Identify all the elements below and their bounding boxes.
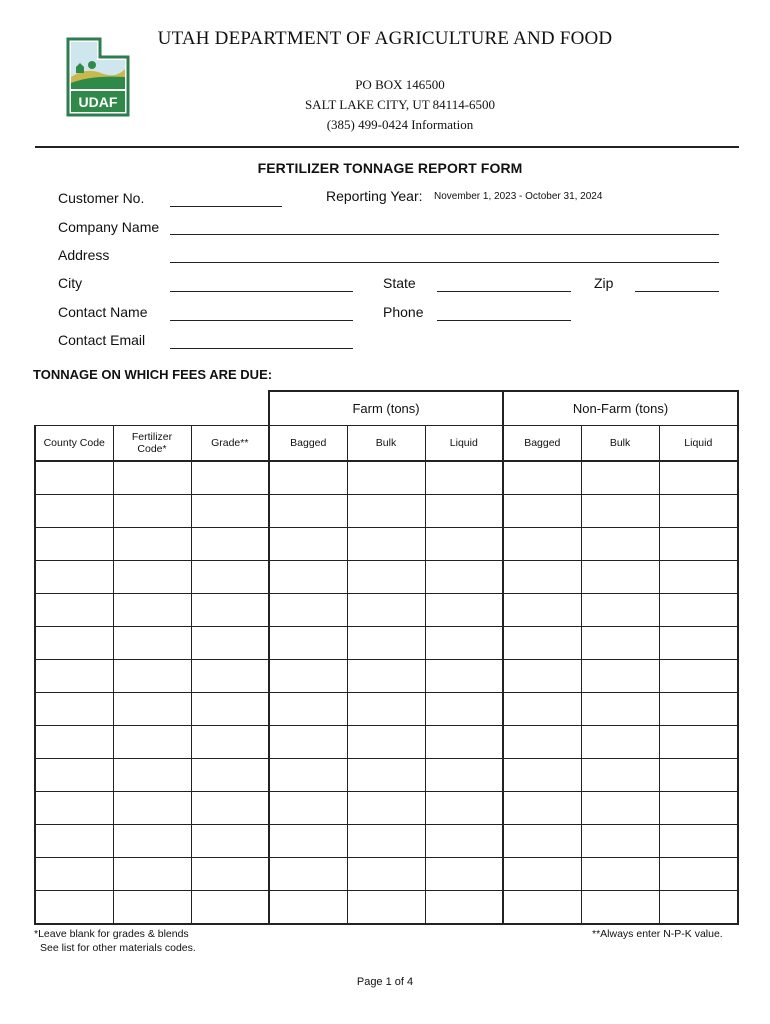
table-cell[interactable]	[191, 693, 269, 726]
table-row	[35, 594, 738, 627]
contact-name-field[interactable]	[170, 320, 353, 321]
table-cell[interactable]	[503, 858, 581, 891]
table-cell[interactable]	[347, 825, 425, 858]
table-cell[interactable]	[191, 726, 269, 759]
table-cell[interactable]	[35, 759, 113, 792]
table-cell[interactable]	[503, 495, 581, 528]
table-cell[interactable]	[581, 759, 659, 792]
table-cell[interactable]	[347, 891, 425, 925]
col-county-code: County Code	[35, 426, 113, 462]
table-cell[interactable]	[269, 495, 347, 528]
blank-group-header	[35, 391, 269, 426]
table-row	[35, 858, 738, 891]
table-row	[35, 726, 738, 759]
state-field[interactable]	[437, 291, 571, 292]
table-cell[interactable]	[191, 891, 269, 925]
table-cell[interactable]	[35, 825, 113, 858]
customer-no-field[interactable]	[170, 206, 282, 207]
table-cell[interactable]	[35, 461, 113, 495]
table-row	[35, 792, 738, 825]
table-cell[interactable]	[503, 627, 581, 660]
table-cell[interactable]	[425, 858, 503, 891]
table-cell[interactable]	[347, 461, 425, 495]
table-cell[interactable]	[503, 759, 581, 792]
col-farm-liquid: Liquid	[425, 426, 503, 462]
table-cell[interactable]	[581, 825, 659, 858]
table-cell[interactable]	[35, 792, 113, 825]
table-cell[interactable]	[581, 627, 659, 660]
table-cell[interactable]	[425, 891, 503, 925]
col-fertilizer-code: Fertilizer Code*	[113, 426, 191, 462]
table-cell[interactable]	[503, 660, 581, 693]
footnote-right: **Always enter N-P-K value.	[592, 928, 723, 940]
table-cell[interactable]	[113, 627, 191, 660]
contact-email-field[interactable]	[170, 348, 353, 349]
table-cell[interactable]	[113, 825, 191, 858]
table-cell[interactable]	[347, 759, 425, 792]
table-cell[interactable]	[269, 792, 347, 825]
table-cell[interactable]	[347, 792, 425, 825]
reporting-year-value: November 1, 2023 - October 31, 2024	[434, 191, 603, 202]
table-cell[interactable]	[503, 693, 581, 726]
table-cell[interactable]	[503, 891, 581, 925]
table-cell[interactable]	[191, 825, 269, 858]
table-cell[interactable]	[347, 627, 425, 660]
company-name-field[interactable]	[170, 234, 719, 235]
table-cell[interactable]	[581, 726, 659, 759]
table-row	[35, 660, 738, 693]
table-row	[35, 759, 738, 792]
org-name: UTAH DEPARTMENT OF AGRICULTURE AND FOOD	[157, 28, 613, 49]
table-cell[interactable]	[425, 792, 503, 825]
table-cell[interactable]	[191, 792, 269, 825]
address-line-2: SALT LAKE CITY, UT 84114-6500	[304, 97, 496, 112]
table-cell[interactable]	[191, 759, 269, 792]
table-cell[interactable]	[269, 594, 347, 627]
col-farm-bagged: Bagged	[269, 426, 347, 462]
table-cell[interactable]	[659, 891, 738, 925]
table-cell[interactable]	[581, 792, 659, 825]
table-cell[interactable]	[425, 759, 503, 792]
col-nonfarm-bagged: Bagged	[503, 426, 581, 462]
table-cell[interactable]	[659, 627, 738, 660]
table-cell[interactable]	[113, 792, 191, 825]
phone-label: Phone	[383, 304, 424, 320]
table-cell[interactable]	[581, 561, 659, 594]
contact-email-label: Contact Email	[58, 332, 146, 348]
table-row	[35, 627, 738, 660]
reporting-year-label: Reporting Year:	[326, 188, 423, 204]
phone-line: (385) 499-0424 Information	[326, 117, 474, 132]
table-cell[interactable]	[659, 495, 738, 528]
table-cell[interactable]	[113, 759, 191, 792]
table-cell[interactable]	[347, 660, 425, 693]
table-cell[interactable]	[269, 825, 347, 858]
table-cell[interactable]	[425, 495, 503, 528]
table-row	[35, 495, 738, 528]
table-cell[interactable]	[269, 726, 347, 759]
table-cell[interactable]	[503, 594, 581, 627]
zip-field[interactable]	[635, 291, 719, 292]
table-cell[interactable]	[425, 627, 503, 660]
col-grade: Grade**	[191, 426, 269, 462]
table-cell[interactable]	[191, 461, 269, 495]
table-cell[interactable]	[425, 561, 503, 594]
table-cell[interactable]	[347, 495, 425, 528]
table-cell[interactable]	[191, 561, 269, 594]
col-nonfarm-bulk: Bulk	[581, 426, 659, 462]
table-cell[interactable]	[425, 528, 503, 561]
table-cell[interactable]	[113, 693, 191, 726]
col-nonfarm-liquid: Liquid	[659, 426, 738, 462]
table-cell[interactable]	[191, 495, 269, 528]
table-cell[interactable]	[425, 693, 503, 726]
udaf-logo	[66, 37, 130, 117]
table-cell[interactable]	[503, 561, 581, 594]
table-row	[35, 461, 738, 495]
table-cell[interactable]	[269, 891, 347, 925]
footnote-left-1: *Leave blank for grades & blends	[34, 928, 189, 940]
nonfarm-group-header: Non-Farm (tons)	[503, 391, 738, 426]
table-cell[interactable]	[347, 594, 425, 627]
table-row	[35, 528, 738, 561]
table-cell[interactable]	[35, 660, 113, 693]
table-cell[interactable]	[191, 858, 269, 891]
tonnage-section-title: TONNAGE ON WHICH FEES ARE DUE:	[33, 367, 273, 382]
table-cell[interactable]	[659, 561, 738, 594]
table-cell[interactable]	[347, 726, 425, 759]
table-cell[interactable]	[659, 726, 738, 759]
table-cell[interactable]	[659, 858, 738, 891]
table-cell[interactable]	[425, 726, 503, 759]
address-line-1: PO BOX 146500	[355, 77, 445, 92]
farm-group-header: Farm (tons)	[269, 391, 503, 426]
tonnage-rows	[35, 461, 738, 924]
table-cell[interactable]	[35, 528, 113, 561]
city-field[interactable]	[170, 291, 353, 292]
table-cell[interactable]	[347, 528, 425, 561]
page-number: Page 1 of 4	[356, 976, 414, 988]
table-cell[interactable]	[269, 759, 347, 792]
table-cell[interactable]	[35, 693, 113, 726]
table-cell[interactable]	[659, 594, 738, 627]
table-row	[35, 693, 738, 726]
table-cell[interactable]	[113, 891, 191, 925]
table-cell[interactable]	[581, 528, 659, 561]
table-cell[interactable]	[35, 561, 113, 594]
table-cell[interactable]	[503, 528, 581, 561]
table-cell[interactable]	[113, 528, 191, 561]
table-cell[interactable]	[269, 461, 347, 495]
address-field[interactable]	[170, 262, 719, 263]
phone-field[interactable]	[437, 320, 571, 321]
table-cell[interactable]	[35, 495, 113, 528]
table-cell[interactable]	[425, 825, 503, 858]
table-cell[interactable]	[269, 528, 347, 561]
table-cell[interactable]	[269, 561, 347, 594]
table-cell[interactable]	[113, 495, 191, 528]
table-cell[interactable]	[113, 660, 191, 693]
table-cell[interactable]	[581, 693, 659, 726]
table-cell[interactable]	[503, 726, 581, 759]
table-cell[interactable]	[581, 660, 659, 693]
table-cell[interactable]	[347, 561, 425, 594]
table-cell[interactable]	[659, 528, 738, 561]
table-cell[interactable]	[347, 693, 425, 726]
table-cell[interactable]	[503, 461, 581, 495]
table-cell[interactable]	[113, 561, 191, 594]
address-label: Address	[58, 247, 110, 263]
table-cell[interactable]	[191, 660, 269, 693]
table-cell[interactable]	[581, 495, 659, 528]
table-cell[interactable]	[191, 594, 269, 627]
form-title: FERTILIZER TONNAGE REPORT FORM	[257, 160, 523, 176]
zip-label: Zip	[594, 275, 614, 291]
table-cell[interactable]	[269, 660, 347, 693]
header-divider	[35, 146, 739, 148]
tonnage-table	[34, 390, 739, 925]
company-name-label: Company Name	[58, 219, 160, 235]
table-row	[35, 825, 738, 858]
table-cell[interactable]	[659, 693, 738, 726]
table-cell[interactable]	[113, 461, 191, 495]
table-cell[interactable]	[191, 528, 269, 561]
contact-name-label: Contact Name	[58, 304, 148, 320]
table-cell[interactable]	[581, 461, 659, 495]
table-cell[interactable]	[581, 891, 659, 925]
table-cell[interactable]	[581, 858, 659, 891]
table-row	[35, 561, 738, 594]
table-cell[interactable]	[581, 594, 659, 627]
table-cell[interactable]	[35, 726, 113, 759]
table-cell[interactable]	[659, 461, 738, 495]
table-cell[interactable]	[35, 627, 113, 660]
table-row	[35, 891, 738, 925]
table-cell[interactable]	[269, 693, 347, 726]
table-cell[interactable]	[425, 461, 503, 495]
table-cell[interactable]	[113, 858, 191, 891]
table-cell[interactable]	[503, 825, 581, 858]
table-cell[interactable]	[35, 594, 113, 627]
col-farm-bulk: Bulk	[347, 426, 425, 462]
city-label: City	[58, 275, 83, 291]
table-cell[interactable]	[35, 891, 113, 925]
table-cell[interactable]	[425, 660, 503, 693]
table-cell[interactable]	[347, 858, 425, 891]
table-cell[interactable]	[659, 759, 738, 792]
table-cell[interactable]	[191, 627, 269, 660]
table-cell[interactable]	[35, 858, 113, 891]
table-cell[interactable]	[113, 726, 191, 759]
table-cell[interactable]	[659, 792, 738, 825]
table-cell[interactable]	[425, 594, 503, 627]
state-label: State	[383, 275, 416, 291]
table-cell[interactable]	[503, 792, 581, 825]
table-cell[interactable]	[113, 594, 191, 627]
logo-text: UDAF	[78, 94, 118, 110]
table-cell[interactable]	[659, 825, 738, 858]
table-cell[interactable]	[659, 660, 738, 693]
customer-no-label: Customer No.	[58, 190, 145, 206]
footnote-left-2: See list for other materials codes.	[40, 942, 196, 954]
table-cell[interactable]	[269, 858, 347, 891]
table-cell[interactable]	[269, 627, 347, 660]
